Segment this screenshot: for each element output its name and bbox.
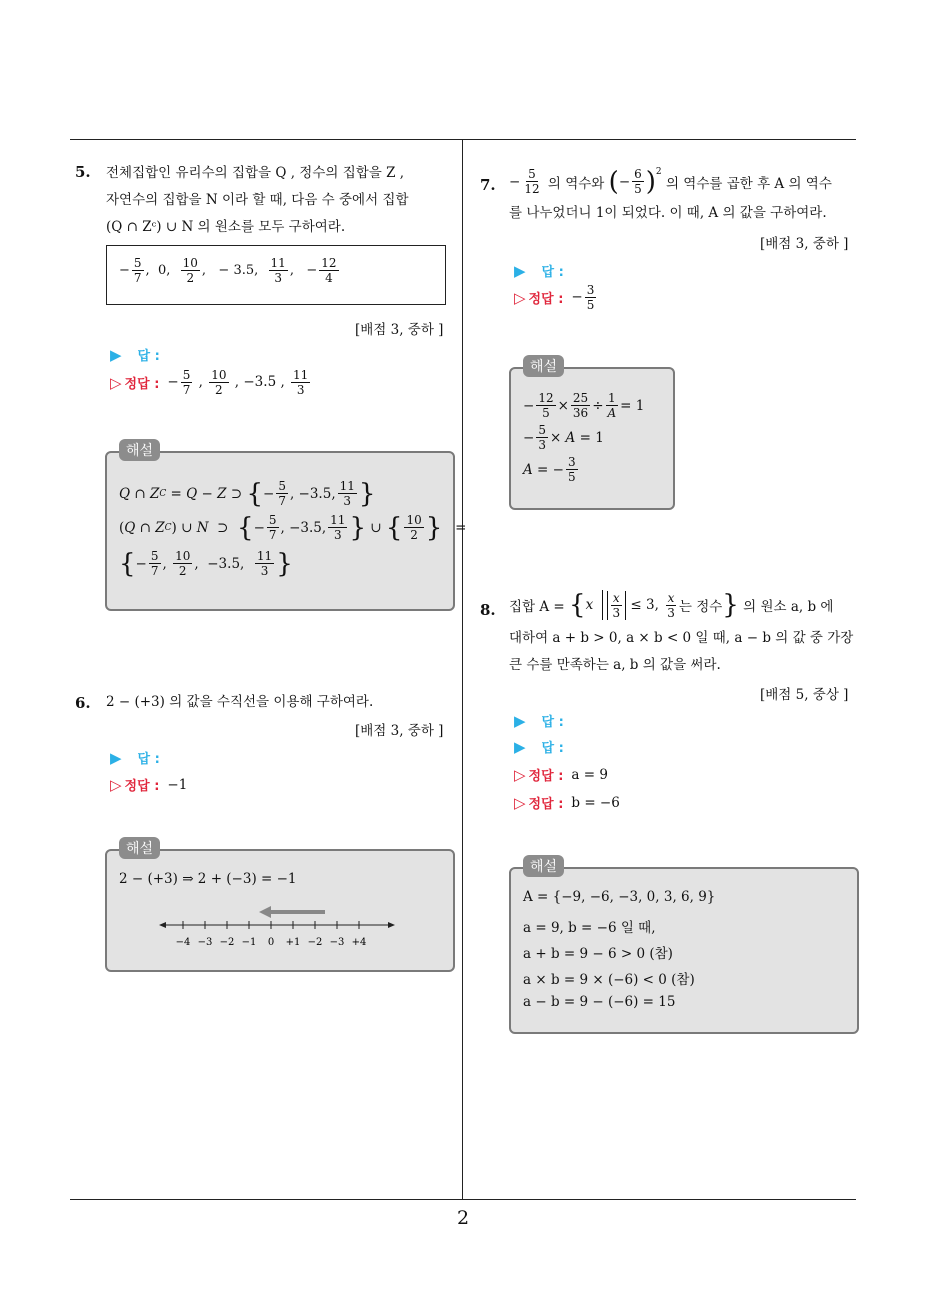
q8-correct-row-a (514, 765, 608, 784)
q8-line1: 집합 A = { x $\frac{x}{3}$ ≤ 3, $\frac{x}{3}$ 는 정수 } 의 원소 a, b 에 (509, 590, 834, 620)
q7-number: 7. (480, 176, 496, 194)
number-line-tick-label: −2 (219, 937, 235, 948)
outline-triangle-icon: ▷ (514, 765, 526, 784)
q6-sol-line: 2 − (+3) ⇒ 2 + (−3) = −1 (119, 871, 297, 887)
q6-text: 2 − (+3) 의 값을 수직선을 이용해 구하여라. (106, 694, 374, 710)
frac: $\frac{5}{7}$ (133, 256, 142, 285)
q7-solution-tag: 해설 (523, 355, 564, 377)
q7-sol-line3: A = − $\frac{3}{5}$ (523, 455, 576, 484)
q8-sol-line2: a = 9, b = −6 일 때, (523, 920, 656, 936)
play-icon: ▶ (514, 711, 526, 730)
number-line-tick-label: −3 (329, 937, 345, 948)
q8-solution-tag: 해설 (523, 855, 564, 877)
q6-number: 6. (75, 694, 91, 712)
q6-correct-row (110, 775, 187, 794)
q8-sol-line3: a + b = 9 − 6 > 0 (참) (523, 946, 673, 962)
q5-correct-value: − $\frac{5}{7}$ , $\frac{10}{2}$ , −3.5 , $\frac{11}{3}$ (167, 368, 309, 397)
number-line-tick-label: −3 (197, 937, 213, 948)
outline-triangle-icon: ▷ (110, 775, 122, 794)
number-line-tick-label: −1 (241, 937, 257, 948)
q7-line1: − $\frac{5}{12}$ 의 역수와 ( − $\frac{6}{5}$ ) $^2$ 의 역수를 곱한 후 A 의 역수 (509, 166, 832, 197)
q5-score: [배점 3, 중하 ] (355, 322, 444, 338)
answer-label: 답 : (137, 752, 160, 767)
correct-label: 정답 : (528, 292, 564, 307)
number-line-tick-label: −2 (307, 937, 323, 948)
q7-solution-box (509, 367, 675, 510)
q5-number: 5. (75, 163, 91, 181)
frac: $\frac{11}{3}$ (270, 256, 286, 285)
q8-score: [배점 5, 중상 ] (760, 687, 849, 703)
q7-sol-line1: − $\frac{12}{5}$ × $\frac{25}{36}$ ÷ $\frac{1}{A}$ = 1 (523, 391, 645, 420)
q8-line1-post: 의 원소 a, b 에 (743, 599, 834, 615)
play-icon: ▶ (110, 345, 122, 364)
answer-label: 답 : (137, 349, 160, 364)
q5-text (106, 160, 456, 241)
q8-sol-line4: a × b = 9 × (−6) < 0 (참) (523, 972, 695, 988)
correct-label: 정답 : (124, 377, 160, 392)
q5-line3: (Q ∩ Zᶜ) ∪ N 의 원소를 모두 구하여라. (106, 219, 346, 235)
q7-correct-row (514, 283, 598, 312)
page-number: 2 (456, 1207, 470, 1229)
correct-label: 정답 : (124, 779, 160, 794)
q8-correct-a: a = 9 (571, 766, 608, 783)
q5-correct-row (110, 368, 312, 397)
q5-number-box (106, 245, 446, 305)
frac: $\frac{10}{2}$ (182, 256, 198, 285)
q5-sol-line3: { − $\frac{5}{7}$ , $\frac{10}{2}$ , −3.5, $\frac{11}{3}$ } (119, 548, 293, 579)
number-line-tick-label: −4 (175, 937, 191, 948)
q8-set-cond: 는 정수 (678, 599, 723, 615)
q8-correct-b: b = −6 (571, 794, 620, 811)
play-icon: ▶ (110, 748, 122, 767)
q8-sol-line5: a − b = 9 − (−6) = 15 (523, 994, 676, 1010)
q5-sol-line1: Q ∩ Z C = Q − Z ⊃ { − $\frac{5}{7}$ , −3.5, $\frac{11}{3}$ } (119, 478, 376, 509)
q7-correct-value: − $\frac{3}{5}$ (571, 283, 595, 312)
play-icon: ▶ (514, 737, 526, 756)
q6-answer-row (110, 748, 160, 767)
q7-line1-mid: 의 역수와 (547, 175, 605, 192)
q8-line3: 큰 수를 만족하는 a, b 의 값을 써라. (509, 657, 721, 673)
q8-line2: 대하여 a + b > 0, a × b < 0 일 때, a − b 의 값 중 가장 (509, 630, 854, 646)
top-rule (70, 139, 856, 140)
play-icon: ▶ (514, 261, 526, 280)
q5-answer-row (110, 345, 160, 364)
q5-solution-box (105, 451, 467, 611)
q7-sol-line2: − $\frac{5}{3}$ × A = 1 (523, 423, 604, 452)
number-line-tick-label: 0 (267, 937, 275, 948)
q7-answer-row (514, 261, 564, 280)
q8-solution-box (509, 867, 859, 1034)
q7-line1-end: 의 역수를 곱한 후 A 의 역수 (665, 175, 832, 192)
q8-answer-row-a (514, 711, 564, 730)
q6-correct-value: −1 (167, 776, 188, 793)
q5-sol-line2: ( Q ∩ Z C ) ∪ N ⊃ { − $\frac{5}{7}$ , −3.5, $\frac{11}{3}$ } ∪ { $\frac{10}{2}$ } = (119, 512, 467, 543)
q8-correct-row-b (514, 793, 620, 812)
q8-line1-pre: 집합 A = (509, 599, 565, 615)
q6-solution-box (105, 849, 455, 972)
bottom-rule (70, 1199, 856, 1200)
q8-number: 8. (480, 601, 496, 619)
correct-label: 정답 : (528, 797, 564, 812)
column-divider (462, 139, 463, 1200)
correct-label: 정답 : (528, 769, 564, 784)
outline-triangle-icon: ▷ (110, 373, 122, 392)
q7-line2: 를 나누었더니 1이 되었다. 이 때, A 의 값을 구하여라. (509, 205, 827, 221)
number-line-tick-label: +1 (285, 937, 301, 948)
answer-label: 답 : (541, 715, 564, 730)
frac: $\frac{12}{4}$ (321, 256, 337, 285)
q5-solution-tag: 해설 (119, 439, 160, 461)
q8-answer-row-b (514, 737, 564, 756)
q5-line2: 자연수의 집합을 N 이라 할 때, 다음 수 중에서 집합 (106, 192, 409, 208)
outline-triangle-icon: ▷ (514, 793, 526, 812)
q8-sol-line1: A = {−9, −6, −3, 0, 3, 6, 9} (523, 889, 716, 905)
q5-line1: 전체집합인 유리수의 집합을 Q , 정수의 집합을 Z , (106, 165, 405, 181)
number-line (157, 905, 397, 953)
answer-label: 답 : (541, 741, 564, 756)
q7-score: [배점 3, 중하 ] (760, 236, 849, 252)
q6-score: [배점 3, 중하 ] (355, 723, 444, 739)
outline-triangle-icon: ▷ (514, 288, 526, 307)
q6-solution-tag: 해설 (119, 837, 160, 859)
number-line-tick-label: +4 (351, 937, 367, 948)
answer-label: 답 : (541, 265, 564, 280)
q5-box-values: − $\frac{5}{7}$ , 0, $\frac{10}{2}$ , − 3.5, $\frac{11}{3}$ , − $\frac{12}{4}$ (119, 256, 337, 285)
